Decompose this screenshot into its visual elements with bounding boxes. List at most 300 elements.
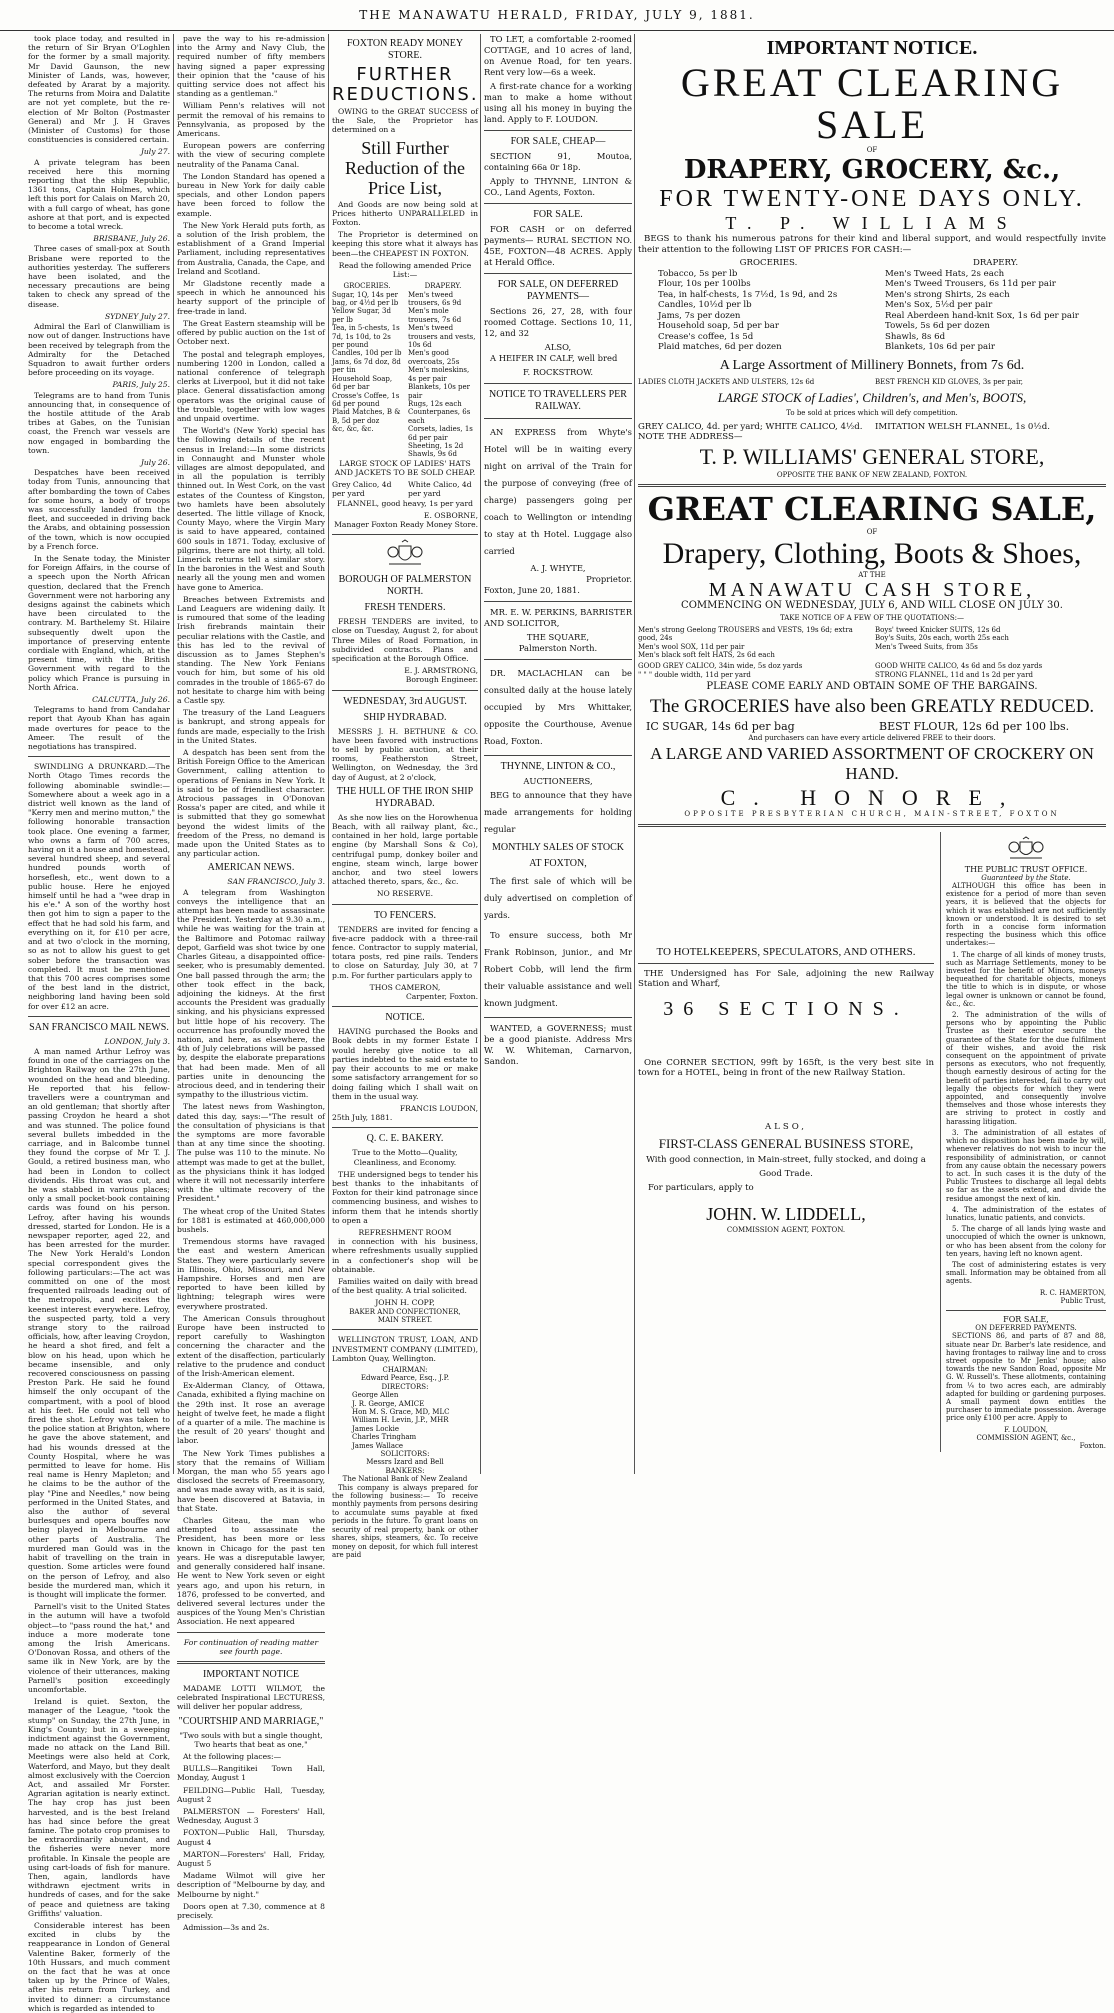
price-list-heading: GROCERIES. [739,258,798,269]
ad-paragraph: The first sale of which will be duly advertised on completion of yards. [484,876,632,920]
ad-line: Palmerston North. [518,643,598,653]
ad-heading: FOR SALE, [1003,1314,1049,1324]
ad-paragraph: As she now lies on the Horowhenua Beach, with all railway plant, &c., contained in her hold, large portable engine (by Marshall Sons & Co), centrifugal pump, donkey boiler and engine, steam winch, large bower anchor, and two steel lowers attached thereto, spars, &c., &c. [332,812,478,887]
price-item: Men's good overcoats, 25s [408,349,460,366]
price-item: GOOD WHITE CALICO, 4s 6d and 5s doz yards [875,662,1043,671]
price-item: Candles, 10½d per lb [658,300,752,311]
ad-heading: THYNNE, LINTON & CO., [500,761,616,772]
masthead: THE MANAWATU HERALD, FRIDAY, JULY 9, 1881. [0,0,1114,31]
signature: Public Trust, [1060,1296,1106,1305]
public-trust-ad [946,832,1106,1452]
ad-line: And purchasers can have every article delivered FREE to their doors. [748,733,996,742]
ad-paragraph: At the following places:— [183,1751,282,1761]
ad-paragraph: TO LET, a comfortable 2-roomed COTTAGE, and 10 acres of land, on Avenue Road, for ten years. Rent very low—6s a week. [484,34,632,77]
ad-headline: GREAT CLEARING SALE, [647,490,1097,529]
ad-line: AT THE [858,570,886,579]
article-paragraph: Despatches have been received today from Tunis, announcing that after bombarding the town of Cabes for some hours, a body of troops was successfully landed from the fleet, and succeeded in driving back the Arabs, and obtaining possession of the town, which is now occupied by a French force. [28,468,170,551]
ad-paragraph: DR. MACLACHLAN can be consulted daily at the house lately occupied by Mrs Whittaker, opposite the Courthouse, Avenue Road, Foxton. [484,668,632,746]
price-item: Corsets, ladies, 1s 6d per pair [408,425,473,442]
article-paragraph: The postal and telegraph employes, numbering 1200 in London, called a national conference of telegraph clerks at Liverpool, but it did not take place. General dissatisfaction among operators was the original cause of the trouble, together with low wages and unpaid overtime. [177,349,325,423]
price-item: Flour, 10s per 100lbs [658,279,751,290]
ad-paragraph: SECTIONS 86, and parts of 87 and 88, situate near Dr. Barber's late residence, and having frontages to railway line and to cross street opposite to Mr Jenks' house; also towards the new Sandon Road, opposite Mr G. W. Russell's. These allotments, containing from ¼ to two acres each, are admirably adapted for building or gardening purposes. A small payment down entitles the purchaser to immediate possession. Average price only £100 per acre. Apply to [946,1332,1106,1423]
price-item: Household Soap, 6d per bar [332,374,393,392]
ad-subheading: SOLICITORS: [380,1450,430,1459]
ad-paragraph: To ensure success, both Mr Frank Robinson, junior., and Mr Robert Cobb, will lend the firm their valuable assistance and well known judgment. [484,930,632,1008]
article-paragraph: Mr Gladstone recently made a speech in which he announced his hearty support of the principle of free-trade in land. [177,279,325,316]
ad-heading: TO FENCERS. [373,909,437,921]
article-paragraph: William Penn's relatives will not permit the removal of his remains to Pennsylvania, as proposed by the Americans. [177,101,325,139]
ad-paragraph: Admission—3s and 2s. [183,1923,270,1933]
director-list [332,1391,478,1450]
dateline: CALCUTTA, July 26. [92,695,170,705]
article-paragraph: The World's (New York) special has the following details of the recent census in Ireland:—In some districts in Connaught and Munster whole villages are almost depopulated, and in all the population is terribly thinned out. In West Cork, on the vast estates of the Countess of Kingston, two hamlets have been absolutely deserted. The little village of Knock, County Mayo, where the Virgin Mary is said to have appeared, contained 600 souls in 1871. Today, exclusive of pilgrims, there are not thirty, all told. Limerick returns tell a similar story. In the baronies in the West and South nearly all the young men and women have gone to America. [177,426,325,592]
article-paragraph: The latest news from Washington, dated this day, says:—"The result of the consultation of physicians is that the symptoms are more favorable than at any time since the shooting. The pulse was 110 to the minute. No attempt was made to get at the bullet, as the physicians think it has lodged where it will not necessarily interfere with the ultimate recovery of the President." [177,1102,325,1204]
signature: Carpenter, Foxton. [405,992,478,1002]
ad-paragraph: The Proprietor is determined on keeping this store what it always has been—the CHEAPEST IN FOXTON. [332,230,478,258]
price-item: Jams, 6s 7d doz, 8d per tin [332,357,401,375]
ad-headline: A LARGE AND VARIED ASSORTMENT OF CROCKERY ON HAND. [650,744,1094,784]
ad-paragraph: Families waited on daily with bread of the best quality. A trial solicited. [332,1276,478,1296]
ad-paragraph: 4. The administration of the estates of lunatics, lunatic patients, and convicts. [946,1205,1106,1222]
quotation-list [638,662,1106,679]
quotation-list [638,626,1106,660]
price-item: STRONG FLANNEL, 11d and 1s 2d per yard [875,670,1034,679]
price-item: White Calico, 4d per yard [408,480,472,499]
price-item: Boys' tweed Knicker SUITS, 12s 6d [875,625,1001,634]
venue-item: BULLS—Rangitikei Town Hall, Monday, August 1 [177,1764,325,1783]
dateline: SAN FRANCISCO, July 3. [227,877,325,887]
divider [332,904,478,905]
list-item: J. R. George, AMICE [352,1399,425,1408]
ad-subheading: DIRECTORS: [381,1382,429,1391]
ad-heading: THE HULL OF THE IRON SHIP HYDRABAD. [336,785,474,809]
divider [946,1310,1106,1311]
price-list-heading: DRAPERY. [424,282,462,291]
article-paragraph: Considerable interest has been excited in clubs by the reappearance in London of General Valentine Baker, formerly of the 10th Hussars, and much comment on the fact that he was at once taken up by the Prince of Wales, after his return from Turkey, and invited to dinner: a circumstance which is regarded as intended to [28,1921,170,2013]
ad-heading: NOTICE. [385,1012,425,1024]
ad-paragraph: A HEIFER IN CALF, well bred [490,353,618,363]
article-paragraph: A man named Arthur Lefroy was found in one of the carriages on the Brighton Railway on the 27th June, wounded on the head and bleeding. He reported that his fellow-travellers were a countryman and an old gentleman; that shortly after passing Croydon he heard a shot and was stunned. The police found several bullets imbedded in the carriage, and in Balcombe tunnel they found the corpse of Mr T. J. Gould, a retired business man, who had been in London to collect dividends. His throat was cut, and he was stabbed in various places; only a small pocket-book containing cards was found on his person. Lefroy, after having his wounds dressed, started for London. He is a newspaper reporter, aged 22, and has been arrested for the murder. The New York Herald's London special correspondent gives the following particulars:—The act was committed on one of the most frequented railroads leading out of the metropolis, and excites the keenest interest everywhere. Lefroy, the suspected party, told a very strange story to the railroad officials, how, after leaving Croydon, he heard a shot fired, and felt a blow on his head, upon which he became insensible, and only recovered consciousness on passing Preston Park. He said he found himself the only occupant of the compartment, with a pool of blood at his feet. He could not tell who fired the shot. Lefroy was taken to the police station at Brighton, where he gave the above statement, and had his wounds dressed at the County Hospital, where he was permitted to leave for home. His real name is Henry Mapleton; and he claims to be the author of the play "Pine and Needles," now being performed in the United States, and also the author of several burlesques and opera bouffes now being played in Melbourne and other parts of Australia. The murdered man Gould was in the habit of travelling on the train in question. Some articles were found on the person of Lefroy, and also beside the murdered man, which it is thought will implicate the former. [28,1046,170,1599]
price-item: Counterpanes, 6s each [408,408,471,425]
signature: JOHN H. COPP, [375,1298,435,1308]
ad-heading: TO HOTELKEEPERS, SPECULATORS, AND OTHERS. [656,945,916,958]
price-list [332,282,478,459]
ad-heading: SHIP HYDRABAD. [363,711,447,723]
ad-heading: FOR SALE, CHEAP— [510,136,606,147]
ad-line: LADIES CLOTH JACKETS AND ULSTERS, 12s 6d [638,377,815,386]
ad-heading: THE PUBLIC TRUST OFFICE. [964,864,1088,874]
ad-headline: FOR TWENTY-ONE DAYS ONLY. [659,186,1085,213]
divider [332,690,478,691]
dateline: SYDNEY July 27. [104,311,170,321]
article-paragraph: The New York Herald puts forth, as a solution of the Irish problem, the establishment of a Grand Imperial Parliament, including representatives from Australia, Canada, the Cape, and Ireland and Scotland. [177,220,325,276]
dateline: PARIS, July 25. [112,380,170,390]
article-paragraph: took place today, and resulted in the return of Sir Bryan O'Loghlen for the former by a small majority. Mr David Gaunson, the new Minister of Lands, was, however, defeated by Ararat by a majority. The returns from Moira and Dalatite are not yet complete, but the re-election of Mr Bolton (Postmaster General) and Mr J. H Graves (Minister of Customs) for those constituencies is considered certain. [28,34,170,145]
divider [638,824,1106,827]
divider [484,383,632,384]
ad-headline: Drapery, Clothing, Boots & Shoes, [662,536,1082,570]
dateline: July 26. [140,457,170,467]
signature: Proprietor. [586,574,632,584]
signature: Foxton. [1079,1442,1106,1450]
ad-paragraph: FLANNEL, good heavy, 1s per yard [337,498,473,508]
ad-headline: 36 SECTIONS. [663,997,909,1020]
ad-paragraph: THE undersigned begs to tender his best thanks to the inhabitants of Foxton for their kind patronage since commencing business, and wishes to inform them that he intends shortly to open a [332,1169,478,1225]
ad-paragraph: 3. The administration of all estates of which no disposition has been made by will, whenever relatives do not wish to incur the responsibility of administration, or cannot from any cause obtain the necessary powers to act. In such cases it is the duty of the Public Trustees to discharge all legal debts so far as the assets extend, and divide the residue amongst the next of kin. [946,1128,1106,1203]
ad-line: IMITATION WELSH FLANNEL, 1s 0½d. [875,421,1050,432]
price-item: Yellow Sugar, 3d per lb [332,307,391,324]
ad-line: COMMISSION AGENT, FOXTON. [726,1225,846,1234]
venue-item: PALMERSTON — Foresters' Hall, Wednesday, August 3 [177,1806,325,1826]
ad-line: COMMENCING ON WEDNESDAY, JULY 6, AND WILL CLOSE ON JULY 30. [681,599,1063,611]
ad-heading: FOXTON READY MONEY STORE. [346,38,464,61]
divider [177,1661,325,1664]
ad-paragraph: THE Undersigned has For Sale, adjoining the new Railway Station and Wharf, [638,968,934,990]
signature: COMMISSION AGENT, &c., [976,1433,1076,1442]
divider [484,130,632,131]
liddell-ad [638,832,934,1452]
price-item: Sheeting, 1s 2d [408,441,464,450]
ad-paragraph: True to the Motto—Quality, Cleanliness, and Economy. [352,1148,458,1167]
ad-title: "COURTSHIP AND MARRIAGE," [178,1715,324,1727]
ad-heading: Q. C. E. BAKERY. [366,1133,444,1145]
divider [484,601,632,602]
article-paragraph: Admiral the Earl of Clanwilliam is now out of danger. Instructions have been received by telegraph from the Admiralty for the Detached Squadron to await further orders before proceeding on its voyage. [28,322,170,378]
list-item: William H. Levin, J.P., MHR [352,1416,449,1425]
ad-subheading: AUCTIONEERS, [523,776,593,786]
divider [484,273,632,274]
ad-line: OF [866,528,878,537]
price-item: Towels, 5s 6d per dozen [885,321,990,332]
ad-paragraph: FOR CASH or on deferred payments— RURAL SECTION NO. 45E, FOXTON—48 ACRES. Apply at Herald Office. [484,224,632,267]
ad-paragraph: TENDERS are invited for fencing a five-acre paddock with a three-rail fence. Contractor to supply material, totara posts, red pine rails. Tenders to close on Saturday, July 30, at 7 p.m. For further particulars apply to [332,924,478,980]
price-item: Men's Tweed Suits, from 35s [875,642,978,651]
price-list [638,258,1106,353]
ad-paragraph: And Goods are now being sold at Prices hitherto UNPARALLELED in Foxton. [332,199,478,228]
column-1-news [28,34,170,2013]
column-rule [634,34,635,1474]
ad-paragraph: ALTHOUGH this office has been in existence for a period of more than seven years, it is believed that the objects for which it was established are not sufficiently known or understood. It is desired to set forth in a concise form information respecting the business which this office undertakes:— [946,882,1106,948]
article-paragraph: Ireland is quiet. Sexton, the manager of the League, "took the stump" on Sunday, the 27th June, in King's County; but in a sweeping indictment against the Government, made no attack on the Land Bill. Meetings were also held at Cork, Waterford, and Mayo, but they dealt almost exclusively with the Coercion Act, and assailed Mr Forster. Agrarian agitation is nearly extinct. The hay crop has just been harvested, and is the best Ireland has had since before the great famine. The potato crop promises to be extraordinarily abundant, and the fisheries were never more profitable. In Kinsale the people are using cart-loads of fish for manure. Then, again, landlords have withdrawn ejectment writs in hundreds of cases, and for the sake of peace and quietness are taking Griffiths' valuation. [28,1697,170,1918]
price-item: Candles, 10d per lb [332,349,402,358]
ad-headline: T. P. WILLIAMS [725,213,1019,234]
price-list-heading: GROCERIES. [343,282,391,291]
ad-heading: NOTICE TO TRAVELLERS PER RAILWAY. [489,389,627,412]
signature: Foxton, June 20, 1881. [484,585,580,595]
column-rule [328,34,329,1474]
ad-headline: GREAT CLEARING SALE [680,60,1064,147]
ad-headline: LARGE STOCK of Ladies', Children's, and Men's, BOOTS, [717,390,1027,406]
ad-line: NOTE THE ADDRESS— [638,432,743,443]
article-paragraph: Parnell's visit to the United States in the autumn will have a twofold object—to "pass round the hat," and induce a more moderate tone among the Irish Americans. O'Donovan Rossa, and others of the same ilk in New York, are by the violence of their utterances, making Parnell's position exceedingly uncomfortable. [28,1602,170,1694]
ad-paragraph: AN EXPRESS from Whyte's Hotel will be in waiting every night on arrival of the Train for the purpose of conveying (free of charge) passengers going per coach to Wellington or intending to stay at th Hotel. Luggage also carried [484,427,632,556]
signature: MAIN STREET. [377,1315,433,1324]
ad-line: TAKE NOTICE OF A FEW OF THE QUOTATIONS:— [779,614,965,623]
ad-heading: MONTHLY SALES OF STOCK [491,842,625,853]
ad-headline: IMPORTANT NOTICE. [766,37,978,59]
ad-line: GREY CALICO, 4d. per yard; WHITE CALICO, 4½d. [638,421,863,432]
venue-item: FEILDING—Public Hall, Tuesday, August 2 [177,1785,325,1804]
price-item: Crosse's Coffee, 1s 6d per pound [332,391,400,408]
ad-paragraph: 2. The administration of the wills of persons who by appointing the Public Trustee as their executor secure the guarantee of the State for the due fulfilment of their wishes, and avoid the risk consequent on the appointment of private persons as executors, who not frequently, though earnestly desirous of acting for the benefit of parties interested, fail to carry out legally the objects for which they were appointed, and consequently involve themselves and those whose interests they are striving to protect in costly and harassing litigation. [946,1011,1106,1126]
royal-arms-icon [1006,836,1046,862]
venue-item: FOXTON—Public Hall, Thursday, August 4 [177,1828,325,1847]
divider [484,1017,632,1018]
signature: E. OSBORNE, [423,510,478,520]
price-item: " " " double width, 11d per yard [638,670,751,679]
ad-paragraph: in connection with his business, where refreshments usually supplied in a confectioner's shop will be obtainable. [332,1237,478,1274]
list-item: The National Bank of New Zealand [342,1475,468,1484]
price-item: Men's tweed trousers and vests, 10s 6d [408,324,476,350]
ad-subheading: ALSO, [764,1121,808,1132]
ad-paragraph: OWING to the GREAT SUCCESS of the Sale, the Proprietor has determined on a [332,107,478,135]
price-item: Crease's coffee, 1s 5d [658,331,754,342]
divider [332,534,478,535]
article-paragraph: A private telegram has been received here this morning reporting that the ship Republic, 1361 tons, Captain Holmes, which left this port for Calais on March 20, with a full cargo of wheat, has gone ashore at that port, and is expected to become a total wreck. [28,157,170,232]
price-item: Tea, in half-chests, 1s 7½d, 1s 9d, and 2s [658,289,838,300]
column-5-ads [638,34,1106,1474]
divider [484,418,632,419]
article-paragraph: The wheat crop of the United States for 1881 is estimated at 460,000,000 bushels. [177,1206,325,1234]
price-item: Men's Sox, 5½d per pair [885,300,993,311]
ad-line: For particulars, apply to [648,1183,754,1194]
ad-headline: T. P. WILLIAMS' GENERAL STORE, [699,443,1045,469]
continuation-note: For continuation of reading matter see fourth page. [183,1637,319,1656]
ad-line [638,422,1106,433]
ad-paragraph: Apply to THYNNE, LINTON & CO., Land Agents, Foxton. [484,176,632,197]
section-heading: SAN FRANCISCO MAIL NEWS. [29,1021,169,1033]
list-item: Charles Tringham [352,1433,417,1442]
price-item: Boy's Suits, 20s each, worth 25s each [875,634,1009,643]
ad-subheading: BANKERS: [385,1466,425,1475]
divider [332,1329,478,1330]
ad-headline: C. HONORE, [720,785,1024,811]
article-paragraph: The treasury of the Land Leaguers is bankrupt, and strong appeals for funds are made, especially to the Irish in the United States. [177,708,325,745]
list-item: James Wallace [352,1441,404,1450]
price-item: Tobacco, 5s per lb [658,268,738,279]
divider [28,756,170,757]
ad-paragraph: WANTED, a GOVERNESS; must be a good pianiste. Address Mrs W. W. Whiteman, Carnarvon, Sandon. [484,1023,632,1066]
price-item: Men's black soft felt HATS, 2s 6d each [638,651,775,660]
ad-paragraph: HAVING purchased the Books and Book debts in my former Estate I would hereby give notice to all parties indebted to the said estate to pay their accounts to me or make some satisfactory arrangement for so doing failing which I shall wait on them in the usual way. [332,1027,478,1101]
ad-headline: Still Further Reduction of the Price List, [345,137,465,198]
signature: A. J. WHYTE, [530,563,586,573]
signature: F. ROCKSTROW. [523,367,593,377]
lower-ads-row [638,832,1106,1452]
price-item: Tea, in 5-chests, 1s 7d, 1s 10d, to 2s per pound [332,324,400,350]
ad-heading: FOR SALE. [533,209,583,220]
price-item: Blankets, 10s per pair [408,383,470,400]
price-item: Rugs, 12s each [408,399,462,408]
divider [177,1632,325,1633]
article-paragraph: Three cases of small-pox at South Brisbane were reported to the authorities yesterday. The sufferers have been isolated, and the necessary precautions are being taken to check any spread of the disease. [28,244,170,309]
ad-paragraph: BEGS to thank his numerous patrons for their kind and liberal support, and would respectfully invite their attention to the following LIST OF PRICES FOR CASH:— [638,234,1106,255]
article-paragraph: Tremendous storms have ravaged the east and western American States. They were particularly severe in Illinois, Ohio, Missouri, and New Hampshire. Horses and men are reported to have been killed by lightning; telegraph wires were everywhere prostrated. [177,1237,325,1311]
list-item: George Allen [352,1391,399,1400]
price-item: Blankets, 10s 6d per pair [885,342,996,353]
list-item: James Lockie [352,1424,399,1433]
ad-line: OF [866,146,878,154]
ad-line: OPPOSITE THE BANK OF NEW ZEALAND, FOXTON. [776,470,968,479]
ad-line: Good Trade. [759,1168,813,1179]
article-paragraph: The London Standard has opened a bureau in New York for daily cable specials, and other London papers have been forced to follow the example. [177,171,325,218]
signature: FRANCIS LOUDON, [399,1103,478,1113]
price-item: &c, &c, &c. [332,425,374,434]
ad-heading: NO RESERVE. [376,889,434,899]
ad-headline: FIRST-CLASS GENERAL BUSINESS STORE, [658,1136,914,1152]
ad-line: OPPOSITE PRESBYTERIAN CHURCH, MAIN-STREET, FOXTON [684,810,1060,819]
divider [484,203,632,204]
ad-line: BEST FRENCH KID GLOVES, 3s per pair, [875,377,1024,386]
venue-item: MARTON—Foresters' Hall, Friday, August 5 [177,1849,325,1868]
ad-line: To be sold at prices which will defy competition. [786,409,958,418]
ad-paragraph: SECTION 91, Moutoa, containing 66a 0r 18p. [484,151,632,172]
column-rule [480,34,481,1474]
dateline: July 27. [140,147,170,157]
ad-headline: MANAWATU CASH STORE, [708,578,1036,601]
price-item: Men's tweed trousers, 6s 9d [408,290,462,308]
ad-paragraph: A first-rate chance for a working man to make a home without using all his money in buying the land. Apply to F. LOUDON. [484,81,632,124]
ad-heading: FOR SALE, ON DEFERRED PAYMENTS— [497,279,619,302]
divider [638,484,1106,487]
price-item: Men's strong Geelong TROUSERS and VESTS, 19s 6d; extra good, 24s [638,625,853,643]
price-item: BEST FLOUR, 12s 6d per 100 lbs. [879,719,1070,733]
divider [332,1127,478,1128]
article-paragraph: A telegram from Washington conveys the intelligence that an attempt has been made to assassinate the President. Yesterday at 9.30 a.m., while he was waiting for the train at the Baltimore and Potomac railway depot, Garfield was shot twice by one Charles Giteau, a disappointed office-seeker, who is presumably demented. One ball passed through the arm; the other took effect in the back, adjoining the kidneys. At the first accounts the President was gradually sinking, and his physicians expressed but little hope of his recovery. The occurrence has profoundly moved the nation, and here, as elsewhere, the 4th of July celebrations will be passed by, despite the elaborate preparations that had been made. Men of all parties unite in denouncing the atrocious deed, and in tendering their sympathy to the illustrious victim. [177,887,325,1100]
price-item: Sugar, 1Q, 14s per bag, or 4½d per lb [332,290,399,308]
list-item: Hon M. S. Grace, MD, MLC [352,1408,450,1417]
price-item: Grey Calico, 4d per yard [332,480,392,499]
ad-subheading: Guaranteed by the State. [981,873,1071,882]
ad-paragraph: 5. The charge of all lands lying waste and unoccupied of which the owner is unknown, or who has been absent from the colony for ten years, having left no known agent. [946,1225,1106,1258]
ad-headline: The GROCERIES have also been GREATLY REDUCED. [649,695,1095,717]
article-paragraph: In the Senate today, the Minister for Foreign Affairs, in the course of a speech upon the North African question, declared that the French Government were not harboring any designs against the cabinets which have been circulated to the contrary. M. Barthelemy St. Hilaire subsequently dwelt upon the importance of preserving entente cordiale with England, which, at the present time, with the British Government with regard to the policy which France is pursuing in North Africa. [28,553,170,692]
ad-heading: WEDNESDAY, 3rd AUGUST. [343,695,467,707]
signature: E. J. ARMSTRONG, [404,666,478,676]
article-paragraph: Telegrams are to hand from Tunis announcing that, in consequence of the hostile attitude of the Arab tribes at Gabes, on the Tunisian coast, the French war vessels are now engaged in bombarding the town. [28,390,170,455]
ad-paragraph: FRESH TENDERS are invited, to close on Tuesday, August 2, for about Three Miles of Road Formation, in subdivided contracts. Plans and specification at the Borough Office. [332,617,478,663]
ad-paragraph: WELLINGTON TRUST, LOAN, AND INVESTMENT COMPANY (LIMITED), Lambton Quay, Wellington. [332,1335,479,1363]
article-paragraph: Charles Giteau, the man who attempted to assassinate the President, has been more or less known in Chicago for the past ten years. He was a disreputable lawyer, and generally considered half insane. He went to New York seven or eight years ago, and upon his return, in 1876, professed to be converted, and delivered several lectures under the auspices of the Young Men's Christian Association. He next appeared [177,1516,325,1627]
column-4-ads [484,34,632,1474]
signature: Manager Foxton Ready Money Store. [334,519,478,529]
ad-paragraph: The cost of administering estates is very small. Information may be obtained from all agents. [946,1260,1106,1286]
ad-heading: FRESH TENDERS. [364,602,446,614]
article-paragraph: Telegrams to hand from Candahar report that Ayoub Khan has again made overtures for peace to the Ameer. The result of the negotiations has transpired. [28,705,170,752]
section-heading: AMERICAN NEWS. [207,862,295,874]
ad-paragraph: MESSRS J. H. BETHUNE & CO. have been favored with instructions to sell by public auction, at their rooms, Featherston Street, Wellington, on Wednesday, the 3rd day of August, at 2 o'clock, [332,726,478,782]
price-item: Plaid Matches, B & B, 5d per doz [332,408,401,425]
list-item: Messrs Izard and Bell [366,1458,444,1467]
article-paragraph: Breaches between Extremists and Land Leaguers are widening daily. It is rumoured that some of the leading Irish firebrands maintain their peculiar relations with the Castle, and this has led to the revival of discussion as to James Stephen's standing. The New York Fenians vouch for him, but some of his old comrades in the trouble of 1865-67 do not hesitate to charge him with being a Castle spy. [177,594,325,706]
ad-heading: BOROUGH OF PALMERSTON NORTH. [338,574,472,598]
column-2-news [177,34,325,1933]
ad-heading: REFRESHMENT ROOM [358,1227,452,1237]
signature: F. LOUDON, [1004,1425,1048,1434]
calico-prices [332,480,478,498]
ad-paragraph: "Two souls with but a single thought, Two hearts that beat as one," [179,1730,323,1749]
ad-line [638,378,1106,386]
divider [484,755,632,756]
price-item: Men's strong Shirts, 2s each [885,289,1010,300]
article-paragraph: European powers are conferring with the view of securing complete neutrality of the Panama Canal. [177,141,325,169]
price-item: Real Aberdeen hand-knit Sox, 1s 6d per pair [885,310,1079,321]
ad-paragraph: MADAME LOTTI WILMOT, the celebrated Inspirational LECTURESS, will deliver her popular address, [177,1683,325,1712]
article-paragraph: The Great Eastern steamship will be offered by public auction on the 1st of October next. [177,318,325,347]
ad-headline: A Large Assortment of Millinery Bonnets, from 7s 6d. [719,357,1025,373]
signature: BAKER AND CONFECTIONER, [349,1307,461,1316]
column-3-ads [332,34,479,1559]
ad-line [638,720,1106,734]
ad-headline: FURTHER REDUCTIONS. [332,64,479,105]
divider [484,659,632,660]
price-item: Household soap, 5d per bar [658,321,779,332]
article-paragraph: Ex-Alderman Clancy, of Ottawa, Canada, exhibited a flying machine on the 29th inst. It rose an average height of twelve feet, he made a flight of a quarter of a mile. The machine is the result of 20 years' thought and labor. [177,1381,325,1446]
price-item: Men's mole trousers, 7s 6d [408,307,462,324]
price-item: GOOD GREY CALICO, 34in wide, 5s doz yards [638,662,803,671]
price-item: Men's Tweed Trousers, 6s 11d per pair [885,279,1056,290]
price-item: Jams, 7s per dozen [658,310,741,321]
signature: R. C. HAMERTON, [1039,1288,1106,1297]
price-item: Men's Tweed Hats, 2s each [885,268,1005,279]
ad-paragraph: This company is always prepared for the following business:— To receive monthly payments from persons desiring to accumulate sums payable at fixed periods in the future. To grant loans on security of real property, bank or other shares, ships, steamers, &c. To receive money on deposit, for which full interest are paid [332,1483,478,1559]
ad-heading: IMPORTANT NOTICE [203,1668,299,1680]
price-item: IC SUGAR, 14s 6d per bag [646,719,795,733]
article-paragraph: pave the way to his re-admission into the Army and Navy Club, the required number of fifty members having signed a paper expressing their opinion that the "cause of his quitting service does not affect his standing as a gentleman." [177,34,325,99]
ad-subheading: ALSO, [544,342,572,352]
divider [332,1006,478,1007]
ad-line: PLEASE COME EARLY AND OBTAIN SOME OF THE BARGAINS. [706,681,1038,693]
ad-paragraph: One CORNER SECTION, 99ft by 165ft, is the very best site in town for a HOTEL, being in front of the new Railway Station. [638,1057,934,1079]
ad-paragraph: Doors open at 7.30, commence at 8 precisely. [177,1901,325,1920]
price-item: Men's wool SOX, 11d per pair [638,642,745,651]
price-item: Plaid matches, 6d per dozen [658,342,782,353]
article-paragraph: SWINDLING A DRUNKARD.—The North Otago Times records the following abominable swindle:—Somewhere about a week ago in a district well known as the land of "Kerry men and merino mutton," the following honorable transaction took place. One evening a farmer, who owns a farm of 700 acres, having on it a house and homestead, several hundred sheep, and several hundred pounds worth of horseflesh, etc., went down to a public house. Here he enjoyed himself until he had a "wee drap in his e'e." A son of the worthy host then got him to sign a paper to the effect that he had sold his farm, and everything on it, for £10 per acre, and at two o'clock in the morning, so as not to allow his guest to get sober before the transaction was completed. It must be mentioned that this 700 acres comprises some of the best land in the district, neighboring land having been sold for over £12 an acre. [28,762,170,1011]
price-item: Shawls, 9s 6d [408,450,457,459]
ad-paragraph: 1. The charge of all kinds of money trusts, such as Marriage Settlements, money to be invested for the benefit of Minors, moneys bequeathed for charitable objects, moneys the title to which is in dispute, or whose legal owner is unknown or cannot be found, &c., &c. [946,950,1106,1008]
coat-of-arms-icon [383,540,427,570]
signature: 25th July, 1881. [332,1113,393,1123]
column-rule [940,832,941,1452]
price-item: Men's moleskins, 4s per pair [408,366,470,383]
price-list-heading: DRAPERY. [972,258,1019,269]
ad-paragraph: Read the following amended Price List:— [338,260,472,280]
ad-paragraph: Madame Wilmot will give her description of "Melbourne by day, and Melbourne by night." [177,1871,325,1899]
ad-subheading: CHAIRMAN: [382,1365,428,1374]
signature: Borough Engineer. [405,675,478,685]
article-paragraph: The American Consuls throughout Europe have been instructed to report carefully to Washington concerning the character and the extent of the disaffection, particularly relative to the prudence and conduct of the Irish-American element. [177,1313,325,1379]
price-item: Shawls, 8s 6d [885,331,946,342]
ad-line: THE SQUARE, [526,632,590,642]
column-rule [173,34,174,1474]
ad-paragraph: With good connection, in Main-street, fully stocked, and doing a [646,1155,926,1166]
divider [28,1016,170,1017]
ad-headline: JOHN. W. LIDDELL, [706,1203,866,1224]
ad-paragraph: Sections 26, 27, 28, with four roomed Cottage. Sections 10, 11, 12, and 32 [484,306,632,338]
ad-paragraph: LARGE STOCK OF LADIES' HATS AND JACKETS TO BE SOLD CHEAP. [334,458,476,477]
ad-paragraph: MR. E. W. PERKINS, BARRISTER AND SOLICITOR, [484,607,632,628]
ad-headline: DRAPERY, GROCERY, &c., [683,155,1061,186]
divider [638,963,934,964]
ad-subheading: ON DEFERRED PAYMENTS. [975,1324,1077,1333]
ad-paragraph: BEG to announce that they have made arrangements for holding regular [484,790,632,834]
list-item: Edward Pearce, Esq., J.P. [360,1374,450,1383]
dateline: BRISBANE, July 26. [93,234,170,244]
dateline: LONDON, July 3. [104,1036,170,1046]
article-paragraph: A despatch has been sent from the British Foreign Office to the American Government, calling attention to operations of Fenians in New York. It is said to be of friendliest character. Atrocious passages in O'Donovan Rossa's paper are cited, and while it is submitted that they go somewhat beyond the widest limits of the freedom of the Press, no demand is made upon the United States as to any particular action. [177,748,325,859]
signature: THOS CAMERON, [369,982,441,992]
ad-heading: AT FOXTON, [529,858,587,869]
